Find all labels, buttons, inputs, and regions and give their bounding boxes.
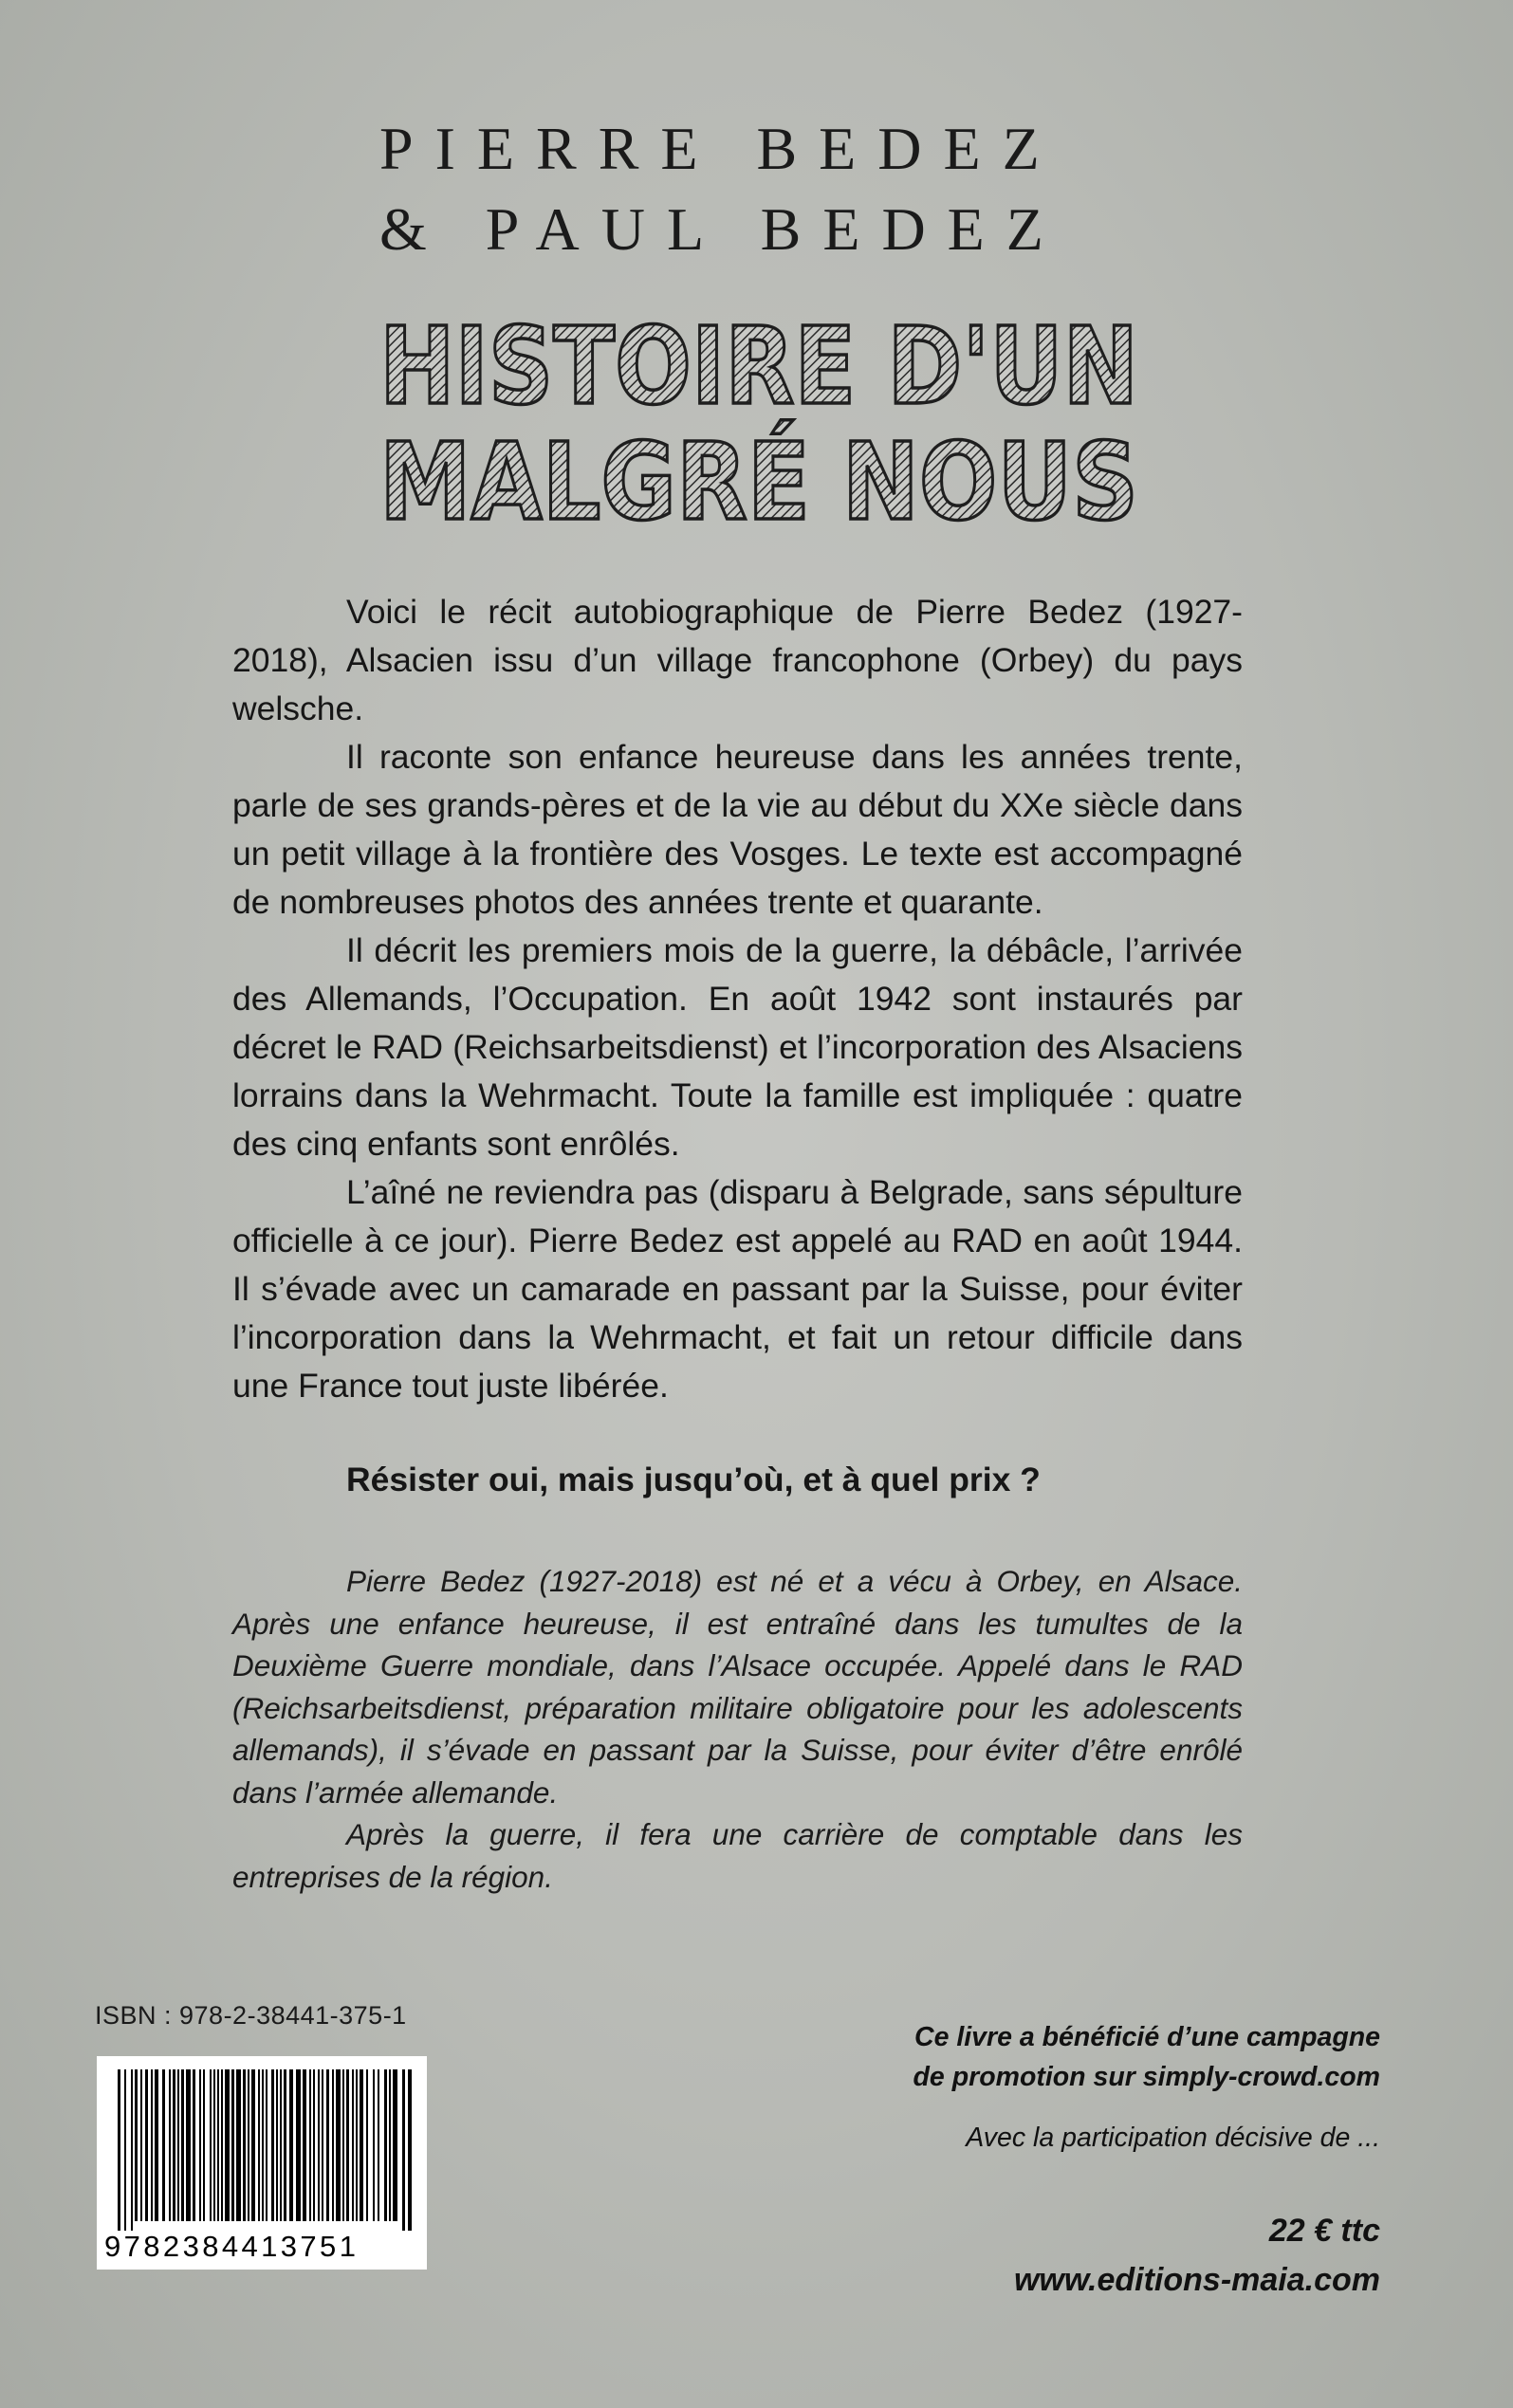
summary-paragraph-3: Il décrit les premiers mois de la guerre, la débâcle, l’arrivée des Allemands, l’Occupation. En août 1942 sont instaurés par décret le RAD (Reichsarbeitsdienst) et l’incorporation des Alsaciens lorrains dans la Wehrmacht. Toute la famille est impliquée : quatre des cinq enfants sont enrôlés. <box>232 931 1243 1163</box>
isbn-label: ISBN : 978-2-38441-375-1 <box>95 2001 407 2030</box>
summary-paragraph-2: Il raconte son enfance heureuse dans les années trente, parle de ses grands-pères et de la vie au début du XXe siècle dans un petit village à la frontière des Vosges. Le texte est accompagné de nombreuses photos des années trente et quarante. <box>232 738 1243 921</box>
summary-paragraph-4: L’aîné ne reviendra pas (disparu à Belgrade, sans sépulture officielle à ce jour). Pierre Bedez est appelé au RAD en août 1944. Il s’évade avec un camarade en passant par la Suisse, pour éviter l’incorporation dans la Wehrmacht, et fait un retour difficile dans une France tout juste libérée. <box>232 1173 1243 1405</box>
barcode <box>97 2056 427 2270</box>
price: 22 € ttc <box>1268 2213 1380 2249</box>
title-line-2: MALGRÉ NOUS <box>379 421 1256 544</box>
participation-line: Avec la participation décisive de ... <box>966 2123 1380 2153</box>
promo-line-1: Ce livre a bénéficié d’une campagne <box>913 2022 1380 2052</box>
summary-text <box>232 588 1243 1410</box>
author-bio <box>232 1560 1243 1898</box>
summary-paragraph-1: Voici le récit autobiographique de Pierre Bedez (1927-2018), Alsacien issu d’un village francophone (Orbey) du pays welsche. <box>232 593 1243 727</box>
title-line-1: HISTOIRE D'UN <box>379 305 1138 429</box>
author-line-2: & PAUL BEDEZ <box>379 195 1065 263</box>
bio-paragraph-2: Après la guerre, il fera une carrière de comptable dans les entreprises de la région. <box>232 1817 1243 1894</box>
bio-paragraph-1: Pierre Bedez (1927-2018) est né et a vécu à Orbey, en Alsace. Après une enfance heureuse, il est entraîné dans les tumultes de la Deuxième Guerre mondiale, dans l’Alsace occupée. Appelé dans le RAD (Reichsarbeitsdienst, préparation militaire obligatoire pour les adolescents allemands), il s’évade en passant par la Suisse, pour éviter d’être enrôlé dans l’armée allemande. <box>232 1564 1243 1810</box>
publisher-website[interactable]: www.editions-maia.com <box>1013 2262 1380 2298</box>
book-title <box>370 299 1256 544</box>
barcode-digits: 9782384413751 <box>104 2230 360 2263</box>
promo-line-2: de promotion sur simply-crowd.com <box>913 2062 1380 2092</box>
author-line-1: PIERRE BEDEZ <box>379 115 1061 182</box>
tagline: Résister oui, mais jusqu’où, et à quel prix ? <box>346 1461 1041 1498</box>
